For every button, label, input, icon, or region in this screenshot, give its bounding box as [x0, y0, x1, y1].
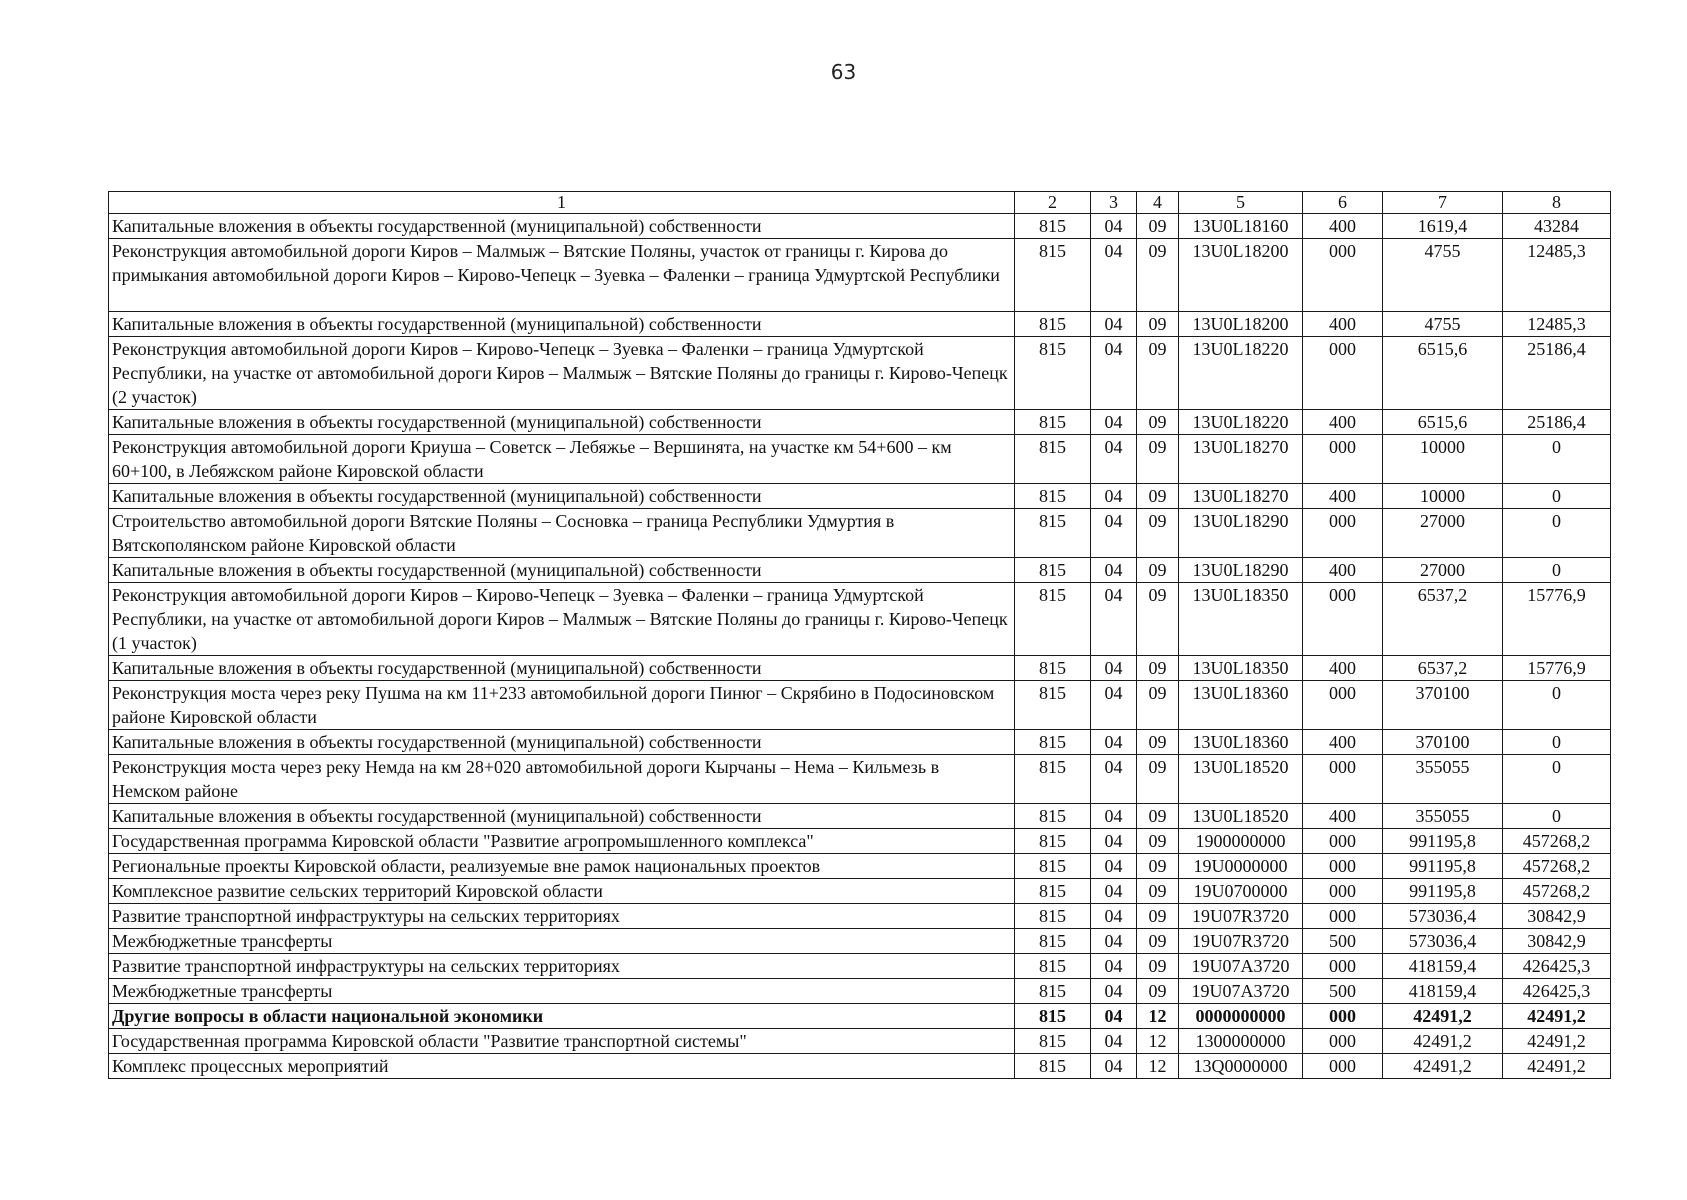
table-row: [109, 804, 1611, 829]
row-code-4: 09: [1137, 312, 1179, 337]
table-header-row: [109, 192, 1611, 214]
row-name: Капитальные вложения в объекты государственной (муниципальной) собственности: [109, 312, 1015, 337]
row-value-8: 0: [1503, 509, 1611, 558]
row-code-3: 04: [1091, 904, 1137, 929]
row-name: Межбюджетные трансферты: [109, 979, 1015, 1004]
row-code-6: 500: [1303, 929, 1383, 954]
row-code-4: 09: [1137, 804, 1179, 829]
row-value-8: 0: [1503, 558, 1611, 583]
row-code-5: 13U0L18200: [1179, 239, 1303, 312]
header-cell: 8: [1503, 192, 1611, 214]
row-name: Капитальные вложения в объекты государственной (муниципальной) собственности: [109, 656, 1015, 681]
row-code-4: 09: [1137, 879, 1179, 904]
table-row: [109, 1029, 1611, 1054]
table-row: [109, 681, 1611, 730]
row-value-8: 42491,2: [1503, 1054, 1611, 1079]
row-code-5: 13U0L18290: [1179, 558, 1303, 583]
row-code-3: 04: [1091, 755, 1137, 804]
row-code-2: 815: [1015, 410, 1091, 435]
row-name: Другие вопросы в области национальной экономики: [109, 1004, 1015, 1029]
row-code-6: 500: [1303, 979, 1383, 1004]
row-value-7: 4755: [1383, 312, 1503, 337]
row-code-2: 815: [1015, 804, 1091, 829]
row-code-3: 04: [1091, 954, 1137, 979]
row-code-6: 000: [1303, 337, 1383, 410]
header-cell: 3: [1091, 192, 1137, 214]
row-code-2: 815: [1015, 904, 1091, 929]
row-code-4: 09: [1137, 755, 1179, 804]
row-name: Капитальные вложения в объекты государственной (муниципальной) собственности: [109, 804, 1015, 829]
row-code-6: 000: [1303, 854, 1383, 879]
row-value-7: 991195,8: [1383, 854, 1503, 879]
row-value-8: 42491,2: [1503, 1004, 1611, 1029]
row-value-7: 42491,2: [1383, 1029, 1503, 1054]
row-code-4: 09: [1137, 904, 1179, 929]
row-code-5: 13Q0000000: [1179, 1054, 1303, 1079]
header-cell: 1: [109, 192, 1015, 214]
row-code-3: 04: [1091, 583, 1137, 656]
row-code-2: 815: [1015, 979, 1091, 1004]
row-code-6: 000: [1303, 879, 1383, 904]
row-code-2: 815: [1015, 558, 1091, 583]
row-code-5: 13U0L18220: [1179, 410, 1303, 435]
row-name: Капитальные вложения в объекты государственной (муниципальной) собственности: [109, 214, 1015, 239]
row-value-7: 355055: [1383, 804, 1503, 829]
row-name: Комплексное развитие сельских территорий Кировской области: [109, 879, 1015, 904]
row-value-8: 0: [1503, 755, 1611, 804]
row-code-4: 12: [1137, 1004, 1179, 1029]
row-name: Капитальные вложения в объекты государственной (муниципальной) собственности: [109, 558, 1015, 583]
row-code-2: 815: [1015, 435, 1091, 484]
row-code-3: 04: [1091, 979, 1137, 1004]
row-code-2: 815: [1015, 681, 1091, 730]
row-code-3: 04: [1091, 337, 1137, 410]
row-code-2: 815: [1015, 1004, 1091, 1029]
table-row: [109, 239, 1611, 312]
row-code-4: 09: [1137, 410, 1179, 435]
row-code-5: 13U0L18350: [1179, 583, 1303, 656]
table-row: [109, 829, 1611, 854]
row-code-5: 13U0L18360: [1179, 681, 1303, 730]
row-value-8: 0: [1503, 804, 1611, 829]
table-row: [109, 904, 1611, 929]
row-value-7: 10000: [1383, 484, 1503, 509]
table-row: [109, 509, 1611, 558]
table-row: [109, 410, 1611, 435]
row-name: Реконструкция моста через реку Пушма на км 11+233 автомобильной дороги Пинюг – Скрябино в Подосиновском районе Кировской области: [109, 681, 1015, 730]
row-code-4: 09: [1137, 681, 1179, 730]
row-code-2: 815: [1015, 583, 1091, 656]
row-code-3: 04: [1091, 681, 1137, 730]
table-row: [109, 979, 1611, 1004]
row-name: Капитальные вложения в объекты государственной (муниципальной) собственности: [109, 484, 1015, 509]
row-name: Региональные проекты Кировской области, реализуемые вне рамок национальных проектов: [109, 854, 1015, 879]
row-name: Реконструкция автомобильной дороги Киров – Кирово-Чепецк – Зуевка – Фаленки – граница Удмуртской Республики, на участке от автомобильной дороги Киров – Малмыж – Вятские Поляны до границы г. Кирово-Чепецк (1 участок): [109, 583, 1015, 656]
table-row: [109, 435, 1611, 484]
row-value-7: 573036,4: [1383, 929, 1503, 954]
row-code-6: 000: [1303, 681, 1383, 730]
row-code-6: 000: [1303, 904, 1383, 929]
row-code-4: 12: [1137, 1029, 1179, 1054]
table-row: [109, 1054, 1611, 1079]
row-code-2: 815: [1015, 755, 1091, 804]
row-code-5: 13U0L18520: [1179, 755, 1303, 804]
row-value-8: 457268,2: [1503, 854, 1611, 879]
row-code-4: 09: [1137, 829, 1179, 854]
page-number: 63: [830, 60, 857, 84]
row-code-6: 000: [1303, 435, 1383, 484]
row-name: Развитие транспортной инфраструктуры на сельских территориях: [109, 904, 1015, 929]
row-code-5: 19U07R3720: [1179, 929, 1303, 954]
header-cell: 7: [1383, 192, 1503, 214]
row-code-3: 04: [1091, 410, 1137, 435]
row-code-2: 815: [1015, 854, 1091, 879]
row-code-6: 400: [1303, 804, 1383, 829]
row-code-5: 13U0L18200: [1179, 312, 1303, 337]
row-code-2: 815: [1015, 656, 1091, 681]
row-code-5: 1900000000: [1179, 829, 1303, 854]
row-value-8: 457268,2: [1503, 879, 1611, 904]
row-code-3: 04: [1091, 1004, 1137, 1029]
row-code-6: 400: [1303, 656, 1383, 681]
table-row: [109, 730, 1611, 755]
budget-table: [108, 191, 1611, 1079]
row-value-8: 30842,9: [1503, 904, 1611, 929]
row-value-8: 42491,2: [1503, 1029, 1611, 1054]
row-value-7: 42491,2: [1383, 1054, 1503, 1079]
table-row: [109, 312, 1611, 337]
row-code-5: 13U0L18350: [1179, 656, 1303, 681]
table-row: [109, 854, 1611, 879]
row-code-6: 000: [1303, 829, 1383, 854]
row-code-4: 09: [1137, 656, 1179, 681]
row-value-8: 426425,3: [1503, 979, 1611, 1004]
row-code-4: 09: [1137, 979, 1179, 1004]
row-code-3: 04: [1091, 656, 1137, 681]
row-value-7: 10000: [1383, 435, 1503, 484]
row-value-7: 42491,2: [1383, 1004, 1503, 1029]
row-value-7: 418159,4: [1383, 979, 1503, 1004]
row-name: Строительство автомобильной дороги Вятские Поляны – Сосновка – граница Республики Удмуртия в Вятскополянском районе Кировской области: [109, 509, 1015, 558]
row-code-6: 000: [1303, 755, 1383, 804]
row-code-3: 04: [1091, 509, 1137, 558]
row-code-3: 04: [1091, 312, 1137, 337]
row-value-8: 0: [1503, 681, 1611, 730]
row-code-4: 09: [1137, 509, 1179, 558]
row-code-6: 400: [1303, 410, 1383, 435]
row-code-5: 13U0L18270: [1179, 435, 1303, 484]
row-code-3: 04: [1091, 804, 1137, 829]
row-code-2: 815: [1015, 1054, 1091, 1079]
row-code-2: 815: [1015, 484, 1091, 509]
row-value-7: 27000: [1383, 558, 1503, 583]
row-value-8: 25186,4: [1503, 410, 1611, 435]
row-name: Капитальные вложения в объекты государственной (муниципальной) собственности: [109, 410, 1015, 435]
row-code-6: 400: [1303, 558, 1383, 583]
row-value-7: 6537,2: [1383, 656, 1503, 681]
row-value-7: 991195,8: [1383, 879, 1503, 904]
row-code-3: 04: [1091, 435, 1137, 484]
header-cell: 6: [1303, 192, 1383, 214]
row-value-7: 991195,8: [1383, 829, 1503, 854]
row-value-8: 15776,9: [1503, 656, 1611, 681]
row-code-5: 19U07A3720: [1179, 954, 1303, 979]
row-value-7: 355055: [1383, 755, 1503, 804]
row-code-5: 13U0L18160: [1179, 214, 1303, 239]
row-code-5: 19U0700000: [1179, 879, 1303, 904]
row-code-5: 19U07A3720: [1179, 979, 1303, 1004]
row-code-4: 09: [1137, 558, 1179, 583]
row-code-6: 000: [1303, 1029, 1383, 1054]
row-value-8: 12485,3: [1503, 312, 1611, 337]
row-value-7: 418159,4: [1383, 954, 1503, 979]
row-code-4: 09: [1137, 435, 1179, 484]
row-code-6: 000: [1303, 239, 1383, 312]
row-code-4: 09: [1137, 854, 1179, 879]
row-code-3: 04: [1091, 879, 1137, 904]
row-code-4: 09: [1137, 239, 1179, 312]
row-value-8: 15776,9: [1503, 583, 1611, 656]
row-code-4: 09: [1137, 583, 1179, 656]
row-value-8: 12485,3: [1503, 239, 1611, 312]
row-value-8: 25186,4: [1503, 337, 1611, 410]
row-code-6: 000: [1303, 583, 1383, 656]
row-code-3: 04: [1091, 558, 1137, 583]
row-value-8: 43284: [1503, 214, 1611, 239]
row-name: Государственная программа Кировской области "Развитие транспортной системы": [109, 1029, 1015, 1054]
row-name: Капитальные вложения в объекты государственной (муниципальной) собственности: [109, 730, 1015, 755]
row-code-2: 815: [1015, 829, 1091, 854]
table-row: [109, 214, 1611, 239]
row-code-3: 04: [1091, 239, 1137, 312]
row-code-5: 1300000000: [1179, 1029, 1303, 1054]
row-value-7: 27000: [1383, 509, 1503, 558]
row-code-4: 09: [1137, 730, 1179, 755]
table-row: [109, 656, 1611, 681]
row-name: Комплекс процессных мероприятий: [109, 1054, 1015, 1079]
row-code-6: 000: [1303, 1054, 1383, 1079]
table-row: [109, 1004, 1611, 1029]
table-row: [109, 583, 1611, 656]
row-name: Развитие транспортной инфраструктуры на сельских территориях: [109, 954, 1015, 979]
row-value-7: 370100: [1383, 730, 1503, 755]
row-code-3: 04: [1091, 1054, 1137, 1079]
table-body: [109, 214, 1611, 1079]
row-code-4: 09: [1137, 954, 1179, 979]
row-code-5: 13U0L18290: [1179, 509, 1303, 558]
row-code-2: 815: [1015, 730, 1091, 755]
table-row: [109, 558, 1611, 583]
row-code-3: 04: [1091, 730, 1137, 755]
row-value-8: 457268,2: [1503, 829, 1611, 854]
row-code-2: 815: [1015, 214, 1091, 239]
header-cell: 5: [1179, 192, 1303, 214]
row-name: Реконструкция моста через реку Немда на км 28+020 автомобильной дороги Кырчаны – Нема – Кильмезь в Немском районе: [109, 755, 1015, 804]
row-code-4: 09: [1137, 929, 1179, 954]
row-value-7: 6515,6: [1383, 337, 1503, 410]
row-code-4: 09: [1137, 337, 1179, 410]
row-code-5: 19U0000000: [1179, 854, 1303, 879]
row-code-2: 815: [1015, 239, 1091, 312]
row-code-3: 04: [1091, 854, 1137, 879]
row-code-5: 13U0L18360: [1179, 730, 1303, 755]
row-code-6: 000: [1303, 1004, 1383, 1029]
row-code-3: 04: [1091, 929, 1137, 954]
row-name: Межбюджетные трансферты: [109, 929, 1015, 954]
row-code-2: 815: [1015, 954, 1091, 979]
row-value-8: 0: [1503, 435, 1611, 484]
row-value-8: 0: [1503, 484, 1611, 509]
row-value-7: 370100: [1383, 681, 1503, 730]
row-code-5: 13U0L18520: [1179, 804, 1303, 829]
header-cell: 2: [1015, 192, 1091, 214]
row-value-7: 6537,2: [1383, 583, 1503, 656]
table-row: [109, 484, 1611, 509]
table-row: [109, 755, 1611, 804]
row-value-7: 573036,4: [1383, 904, 1503, 929]
row-name: Реконструкция автомобильной дороги Киров – Малмыж – Вятские Поляны, участок от границы г. Кирова до примыкания автомобильной дороги Киров – Кирово-Чепецк – Зуевка – Фаленки – граница Удмуртской Республики: [109, 239, 1015, 312]
row-code-6: 400: [1303, 484, 1383, 509]
table-row: [109, 929, 1611, 954]
row-code-3: 04: [1091, 484, 1137, 509]
row-code-3: 04: [1091, 1029, 1137, 1054]
table-row: [109, 879, 1611, 904]
row-code-5: 19U07R3720: [1179, 904, 1303, 929]
row-value-7: 6515,6: [1383, 410, 1503, 435]
table-row: [109, 954, 1611, 979]
row-code-4: 09: [1137, 484, 1179, 509]
row-name: Реконструкция автомобильной дороги Киров – Кирово-Чепецк – Зуевка – Фаленки – граница Удмуртской Республики, на участке от автомобильной дороги Киров – Малмыж – Вятские Поляны до границы г. Кирово-Чепецк (2 участок): [109, 337, 1015, 410]
row-code-4: 09: [1137, 214, 1179, 239]
row-name: Реконструкция автомобильной дороги Криуша – Советск – Лебяжье – Вершинята, на участке км 54+600 – км 60+100, в Лебяжском районе Кировской области: [109, 435, 1015, 484]
row-value-7: 1619,4: [1383, 214, 1503, 239]
row-code-6: 400: [1303, 730, 1383, 755]
row-code-5: 13U0L18220: [1179, 337, 1303, 410]
row-code-5: 0000000000: [1179, 1004, 1303, 1029]
row-code-6: 400: [1303, 214, 1383, 239]
row-code-4: 12: [1137, 1054, 1179, 1079]
row-value-8: 426425,3: [1503, 954, 1611, 979]
row-code-2: 815: [1015, 1029, 1091, 1054]
row-code-2: 815: [1015, 929, 1091, 954]
row-code-2: 815: [1015, 879, 1091, 904]
row-code-2: 815: [1015, 337, 1091, 410]
row-name: Государственная программа Кировской области "Развитие агропромышленного комплекса": [109, 829, 1015, 854]
row-value-7: 4755: [1383, 239, 1503, 312]
row-code-3: 04: [1091, 829, 1137, 854]
row-code-2: 815: [1015, 312, 1091, 337]
header-cell: 4: [1137, 192, 1179, 214]
row-code-6: 000: [1303, 509, 1383, 558]
row-code-5: 13U0L18270: [1179, 484, 1303, 509]
row-code-6: 000: [1303, 954, 1383, 979]
table-row: [109, 337, 1611, 410]
row-value-8: 0: [1503, 730, 1611, 755]
row-code-3: 04: [1091, 214, 1137, 239]
row-value-8: 30842,9: [1503, 929, 1611, 954]
row-code-2: 815: [1015, 509, 1091, 558]
row-code-6: 400: [1303, 312, 1383, 337]
